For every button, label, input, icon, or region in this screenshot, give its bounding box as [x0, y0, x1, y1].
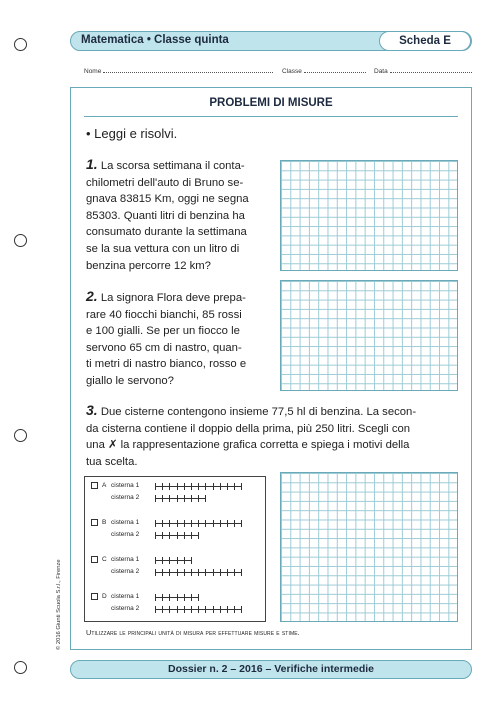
tick-mark	[184, 557, 185, 564]
punch-hole-top	[14, 38, 27, 51]
tick-mark	[198, 594, 199, 601]
tick-mark	[241, 569, 242, 576]
tick-mark	[162, 594, 163, 601]
tick-mark	[155, 569, 156, 576]
tick-mark	[191, 569, 192, 576]
tick-mark	[227, 483, 228, 490]
option-c-bar-1	[155, 560, 191, 567]
tick-mark	[198, 569, 199, 576]
answer-grid-1[interactable]	[280, 160, 458, 271]
tick-mark	[234, 483, 235, 490]
tick-mark	[169, 520, 170, 527]
subject-title: Matematica • Classe quinta	[81, 34, 229, 46]
tick-mark	[169, 532, 170, 539]
tick-mark	[198, 606, 199, 613]
footer-bar: Dossier n. 2 – 2016 – Verifiche intermedie	[70, 660, 472, 679]
tick-mark	[177, 569, 178, 576]
tick-mark	[177, 532, 178, 539]
option-a-bar-2	[155, 498, 205, 505]
tick-mark	[184, 606, 185, 613]
sheet-label: Scheda E	[379, 31, 471, 51]
option-c-letter: C	[102, 556, 107, 563]
tick-mark	[177, 483, 178, 490]
tick-mark	[184, 594, 185, 601]
tick-mark	[162, 532, 163, 539]
tick-mark	[162, 569, 163, 576]
tick-mark	[191, 483, 192, 490]
tick-mark	[169, 594, 170, 601]
punch-hole-bottom	[14, 661, 27, 674]
option-c-bar-2	[155, 572, 241, 579]
tick-mark	[213, 520, 214, 527]
tick-mark	[213, 606, 214, 613]
option-c-checkbox[interactable]	[91, 556, 98, 563]
tick-mark	[169, 495, 170, 502]
tick-mark	[155, 495, 156, 502]
tick-mark	[184, 532, 185, 539]
tick-mark	[177, 557, 178, 564]
option-row-label: cisterna 1	[111, 593, 140, 600]
tick-mark	[234, 520, 235, 527]
option-b-letter: B	[102, 519, 107, 526]
option-b-bar-1	[155, 523, 241, 530]
tick-mark	[198, 520, 199, 527]
page-title: PROBLEMI DI MISURE	[209, 97, 333, 109]
tick-mark	[184, 495, 185, 502]
problem-3-text: 3. Due cisterne contengono insieme 77,5 hl di benzina. La secon- da cisterna contiene il doppio della prima, più 250 litri. Scegli con una ✗ la rappresentazione grafica corretta e spiega i motivi della tua scelta.	[86, 402, 417, 468]
tick-mark	[220, 569, 221, 576]
option-row-label: cisterna 2	[111, 605, 140, 612]
option-b-bar-2	[155, 535, 198, 542]
name-field[interactable]: Nome	[84, 67, 273, 75]
tick-mark	[177, 495, 178, 502]
tick-mark	[234, 606, 235, 613]
tick-mark	[155, 557, 156, 564]
date-field[interactable]: Data	[374, 67, 472, 75]
tick-mark	[155, 606, 156, 613]
option-row-label: cisterna 1	[111, 482, 140, 489]
tick-mark	[205, 606, 206, 613]
tick-mark	[155, 532, 156, 539]
option-row-label: cisterna 2	[111, 531, 140, 538]
option-b-checkbox[interactable]	[91, 519, 98, 526]
option-row-label: cisterna 1	[111, 519, 140, 526]
tick-mark	[162, 606, 163, 613]
tick-mark	[162, 520, 163, 527]
tick-mark	[184, 520, 185, 527]
copyright-notice: © 2016 Giunti Scuola S.r.l., Firenze	[56, 559, 62, 650]
tick-mark	[162, 557, 163, 564]
tick-mark	[169, 557, 170, 564]
tick-mark	[155, 594, 156, 601]
graphic-options-box	[84, 476, 266, 622]
option-a-letter: A	[102, 482, 107, 489]
tick-mark	[205, 520, 206, 527]
tick-mark	[241, 606, 242, 613]
tick-mark	[191, 594, 192, 601]
header-bar	[70, 31, 472, 51]
tick-mark	[205, 495, 206, 502]
tick-mark	[198, 483, 199, 490]
tick-mark	[177, 594, 178, 601]
tick-mark	[155, 520, 156, 527]
title-divider	[84, 116, 458, 117]
class-field[interactable]: Classe	[282, 67, 366, 75]
option-a-checkbox[interactable]	[91, 482, 98, 489]
tick-mark	[162, 495, 163, 502]
option-row-label: cisterna 2	[111, 494, 140, 501]
tick-mark	[155, 483, 156, 490]
tick-mark	[220, 483, 221, 490]
answer-grid-2[interactable]	[280, 280, 458, 391]
tick-mark	[227, 606, 228, 613]
option-d-bar-1	[155, 597, 198, 604]
tick-mark	[241, 520, 242, 527]
option-row-label: cisterna 2	[111, 568, 140, 575]
tick-mark	[198, 532, 199, 539]
option-d-bar-2	[155, 609, 241, 616]
answer-grid-3[interactable]	[280, 472, 458, 622]
tick-mark	[234, 569, 235, 576]
tick-mark	[191, 532, 192, 539]
tick-mark	[191, 520, 192, 527]
tick-mark	[227, 569, 228, 576]
punch-hole-lower	[14, 429, 27, 442]
option-d-checkbox[interactable]	[91, 593, 98, 600]
tick-mark	[162, 483, 163, 490]
tick-mark	[220, 606, 221, 613]
tick-mark	[213, 569, 214, 576]
instructions: • Leggi e risolvi.	[86, 126, 178, 141]
tick-mark	[227, 520, 228, 527]
problem-2-text: 2. La signora Flora deve prepa- rare 40 fiocchi bianchi, 85 rossi e 100 gialli. Se per un fiocco le servono 65 cm di nastro, quan- ti metri di nastro bianco, rosso e giallo le servono?	[86, 288, 247, 387]
tick-mark	[198, 495, 199, 502]
tick-mark	[205, 569, 206, 576]
problem-1-text: 1. La scorsa settimana il conta- chilometri dell'auto di Bruno se- gnava 83815 Km, oggi ne segna 85303. Quanti litri di benzina ha consumato durante la settimana se la sua vettura con un litro di benzina percorre 12 km?	[86, 156, 249, 272]
punch-hole-upper	[14, 234, 27, 247]
tick-mark	[213, 483, 214, 490]
tick-mark	[241, 483, 242, 490]
tick-mark	[205, 483, 206, 490]
tick-mark	[191, 495, 192, 502]
tick-mark	[184, 483, 185, 490]
footnote: Utilizzare le principali unità di misura per effettuare misure e stime.	[86, 628, 300, 637]
option-d-letter: D	[102, 593, 107, 600]
tick-mark	[220, 520, 221, 527]
tick-mark	[169, 569, 170, 576]
option-row-label: cisterna 1	[111, 556, 140, 563]
tick-mark	[177, 520, 178, 527]
tick-mark	[169, 483, 170, 490]
tick-mark	[184, 569, 185, 576]
tick-mark	[177, 606, 178, 613]
tick-mark	[191, 557, 192, 564]
tick-mark	[191, 606, 192, 613]
option-a-bar-1	[155, 486, 241, 493]
tick-mark	[169, 606, 170, 613]
